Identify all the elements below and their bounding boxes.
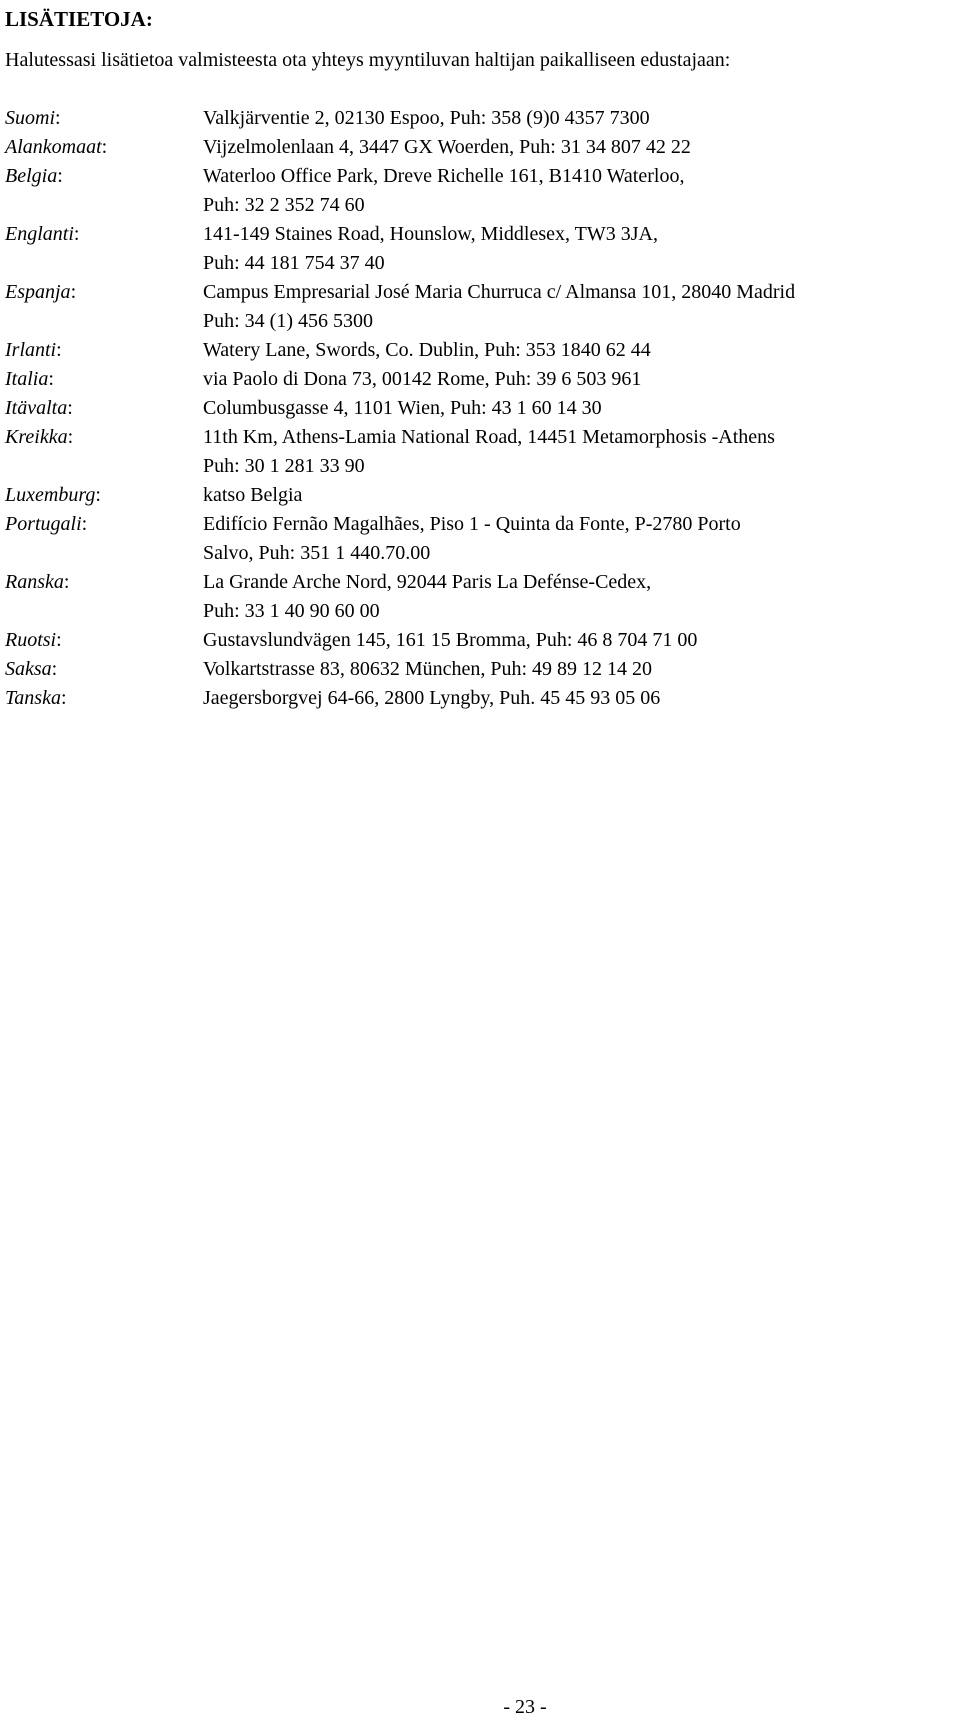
address-block	[203, 162, 953, 220]
country-name: Suomi	[5, 107, 55, 129]
country-name: Irlanti	[5, 339, 57, 361]
address-line: katso Belgia	[203, 484, 303, 506]
address-block	[203, 104, 953, 133]
address-block	[203, 481, 953, 510]
country-name: Ruotsi	[5, 629, 57, 651]
country-name: Itävalta	[5, 397, 68, 419]
country-label	[0, 684, 203, 713]
representative-list	[0, 104, 960, 713]
country-colon: :	[101, 136, 108, 158]
country-label	[0, 162, 203, 220]
address-line: Columbusgasse 4, 1101 Wien, Puh: 43 1 60 14 30	[203, 397, 602, 419]
country-name: Tanska	[5, 687, 61, 709]
address-block	[203, 655, 953, 684]
country-colon: :	[60, 687, 67, 709]
address-line: Puh: 32 2 352 74 60	[203, 194, 365, 216]
address-line: Watery Lane, Swords, Co. Dublin, Puh: 353 1840 62 44	[203, 339, 651, 361]
address-line: Jaegersborgvej 64-66, 2800 Lyngby, Puh. 45 45 93 05 06	[203, 687, 661, 709]
page-number: - 23 -	[503, 1696, 547, 1718]
country-colon: :	[70, 281, 77, 303]
list-item	[0, 568, 960, 626]
country-label	[0, 626, 203, 655]
list-item	[0, 481, 960, 510]
page-footer	[0, 1694, 960, 1720]
address-block	[203, 510, 953, 568]
country-label	[0, 394, 203, 423]
country-label	[0, 278, 203, 336]
country-label	[0, 133, 203, 162]
country-name: Belgia	[5, 165, 58, 187]
address-line: Edifício Fernão Magalhães, Piso 1 - Quinta da Fonte, P-2780 Porto	[203, 513, 741, 535]
address-line: Waterloo Office Park, Dreve Richelle 161, B1410 Waterloo,	[203, 165, 685, 187]
address-line: 141-149 Staines Road, Hounslow, Middlesex, TW3 3JA,	[203, 223, 658, 245]
list-item	[0, 423, 960, 481]
country-label	[0, 336, 203, 365]
list-item	[0, 104, 960, 133]
list-item	[0, 336, 960, 365]
country-colon: :	[81, 513, 88, 535]
country-colon: :	[95, 484, 101, 506]
address-line: via Paolo di Dona 73, 00142 Rome, Puh: 39 6 503 961	[203, 368, 642, 390]
country-label	[0, 365, 203, 394]
address-line: Puh: 44 181 754 37 40	[203, 252, 385, 274]
country-label	[0, 481, 203, 510]
list-item	[0, 394, 960, 423]
address-line: 11th Km, Athens-Lamia National Road, 14451 Metamorphosis -Athens	[203, 426, 775, 448]
country-colon: :	[55, 107, 61, 129]
country-colon: :	[57, 165, 63, 187]
list-item	[0, 626, 960, 655]
address-line: Vijzelmolenlaan 4, 3447 GX Woerden, Puh: 31 34 807 42 22	[203, 136, 691, 158]
address-block	[203, 365, 953, 394]
address-block	[203, 278, 953, 336]
country-colon: :	[56, 629, 62, 651]
list-item	[0, 278, 960, 336]
address-line: Volkartstrasse 83, 80632 München, Puh: 49 89 12 14 20	[203, 658, 653, 680]
country-label	[0, 423, 203, 481]
address-block	[203, 220, 953, 278]
country-name: Portugali	[5, 513, 82, 535]
address-line: Salvo, Puh: 351 1 440.70.00	[203, 542, 431, 564]
country-name: Ranska	[5, 571, 64, 593]
country-label	[0, 220, 203, 278]
list-item	[0, 133, 960, 162]
country-name: Saksa	[5, 658, 52, 680]
address-line: Campus Empresarial José Maria Churruca c/ Almansa 101, 28040 Madrid	[203, 281, 796, 303]
country-name: Luxemburg	[5, 484, 96, 506]
address-line: Puh: 34 (1) 456 5300	[203, 310, 373, 332]
country-name: Italia	[5, 368, 49, 390]
address-line: Puh: 33 1 40 90 60 00	[203, 600, 380, 622]
list-item	[0, 220, 960, 278]
country-name: Espanja	[5, 281, 71, 303]
country-colon: :	[63, 571, 70, 593]
intro-text: Halutessasi lisätietoa valmisteesta ota yhteys myyntiluvan haltijan paikalliseen edustajaan:	[5, 49, 731, 71]
address-block	[203, 684, 953, 713]
address-line: Gustavslundvägen 145, 161 15 Bromma, Puh: 46 8 704 71 00	[203, 629, 698, 651]
country-label	[0, 655, 203, 684]
country-colon: :	[67, 397, 73, 419]
list-item	[0, 510, 960, 568]
address-block	[203, 133, 953, 162]
country-colon: :	[67, 426, 74, 448]
country-colon: :	[73, 223, 80, 245]
list-item	[0, 684, 960, 713]
country-label	[0, 104, 203, 133]
country-colon: :	[48, 368, 54, 390]
list-item	[0, 365, 960, 394]
country-label	[0, 568, 203, 626]
address-line: Valkjärventie 2, 02130 Espoo, Puh: 358 (9)0 4357 7300	[203, 107, 650, 129]
address-block	[203, 423, 953, 481]
address-block	[203, 336, 953, 365]
country-name: Englanti	[5, 223, 74, 245]
address-block	[203, 626, 953, 655]
country-colon: :	[56, 339, 62, 361]
list-item	[0, 162, 960, 220]
country-label	[0, 510, 203, 568]
address-line: Puh: 30 1 281 33 90	[203, 455, 365, 477]
list-item	[0, 655, 960, 684]
address-line: La Grande Arche Nord, 92044 Paris La Defénse-Cedex,	[203, 571, 652, 593]
address-block	[203, 394, 953, 423]
country-name: Alankomaat	[5, 136, 102, 158]
section-heading: LISÄTIETOJA:	[5, 7, 153, 31]
country-name: Kreikka	[5, 426, 68, 448]
address-block	[203, 568, 953, 626]
country-colon: :	[51, 658, 58, 680]
